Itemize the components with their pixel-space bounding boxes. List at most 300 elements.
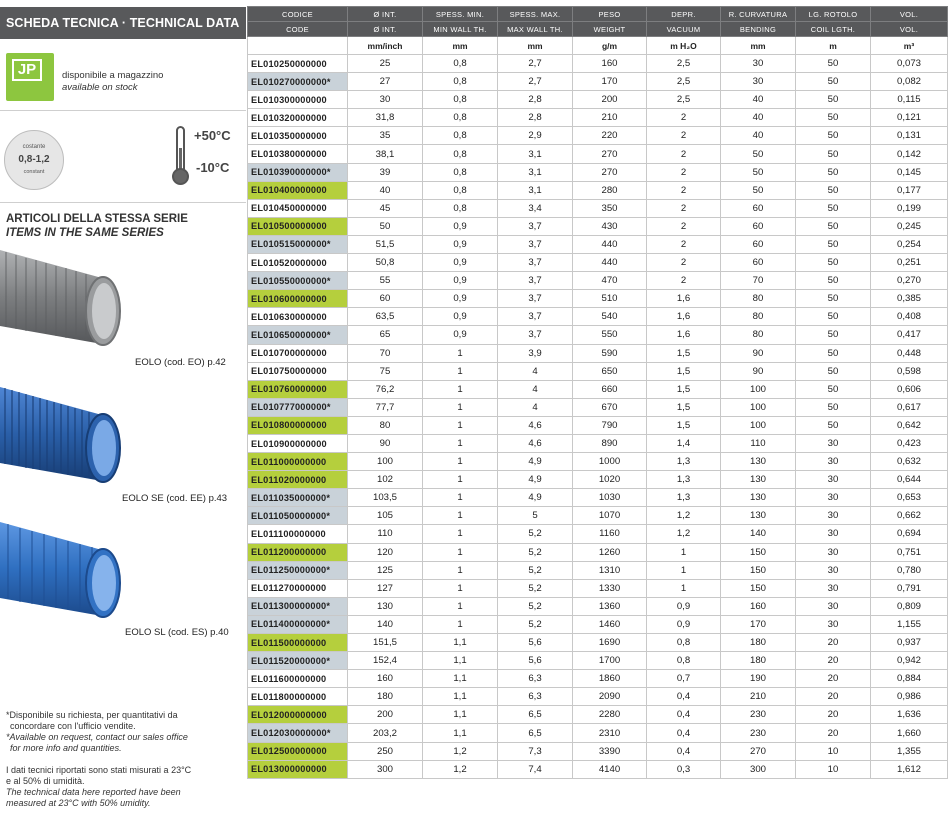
table-cell: 2 (647, 235, 721, 253)
table-cell: 30 (796, 453, 871, 471)
table-cell: 6,5 (498, 706, 573, 724)
table-cell: 0,7 (647, 670, 721, 688)
table-cell: 5,6 (498, 652, 573, 670)
column-unit: mm (423, 37, 498, 55)
table-row (248, 55, 948, 73)
product-code: EL011000000000 (248, 453, 348, 471)
table-row (248, 290, 948, 308)
table-cell: 100 (721, 416, 796, 434)
product-code: EL010777000000* (248, 398, 348, 416)
table-cell: 50 (348, 217, 423, 235)
table-cell: 30 (796, 525, 871, 543)
product-code: EL012000000000 (248, 706, 348, 724)
table-cell: 2,7 (498, 55, 573, 73)
table-cell: 102 (348, 471, 423, 489)
table-cell: 0,942 (871, 652, 948, 670)
column-header: MAX WALL TH. (498, 22, 573, 37)
table-cell: 6,3 (498, 688, 573, 706)
table-cell: 2,9 (498, 127, 573, 145)
table-cell: 5,2 (498, 597, 573, 615)
table-cell: 0,8 (423, 163, 498, 181)
table-cell: 60 (348, 290, 423, 308)
table-cell: 1 (423, 615, 498, 633)
table-cell: 300 (721, 760, 796, 778)
table-cell: 3,1 (498, 145, 573, 163)
column-unit: mm/inch (348, 37, 423, 55)
table-cell: 0,8 (423, 109, 498, 127)
table-cell: 0,644 (871, 471, 948, 489)
table-cell: 1 (423, 579, 498, 597)
table-cell: 80 (721, 308, 796, 326)
product-code: EL010700000000 (248, 344, 348, 362)
thermometer-icon (170, 126, 190, 188)
table-cell: 0,142 (871, 145, 948, 163)
column-header: CODICE (248, 7, 348, 22)
table-row (248, 634, 948, 652)
table-cell: 27 (348, 73, 423, 91)
table-cell: 590 (573, 344, 647, 362)
table-cell: 3,7 (498, 290, 573, 308)
table-cell: 1,5 (647, 416, 721, 434)
table-cell: 4,9 (498, 453, 573, 471)
spec-icons (0, 118, 246, 200)
table-cell: 1000 (573, 453, 647, 471)
table-cell: 540 (573, 308, 647, 326)
note-request-it-2: concordare con l'ufficio vendite. (10, 721, 136, 731)
table-cell: 140 (348, 615, 423, 633)
table-cell: 1,155 (871, 615, 948, 633)
table-cell: 3,4 (498, 199, 573, 217)
table-cell: 160 (573, 55, 647, 73)
table-cell: 1,3 (647, 489, 721, 507)
product-code: EL010630000000 (248, 308, 348, 326)
product-code: EL011250000000* (248, 561, 348, 579)
table-header-it (248, 7, 948, 22)
table-row (248, 579, 948, 597)
table-cell: 0,9 (423, 272, 498, 290)
table-cell: 0,751 (871, 543, 948, 561)
table-cell: 0,3 (647, 760, 721, 778)
table-cell: 1,5 (647, 344, 721, 362)
table-cell: 30 (796, 615, 871, 633)
table-cell: 110 (348, 525, 423, 543)
table-cell: 50 (796, 55, 871, 73)
table-cell: 4 (498, 380, 573, 398)
table-cell: 0,9 (423, 254, 498, 272)
table-cell: 140 (721, 525, 796, 543)
table-cell: 0,177 (871, 181, 948, 199)
product-code: EL010760000000 (248, 380, 348, 398)
table-cell: 510 (573, 290, 647, 308)
table-row (248, 742, 948, 760)
table-row (248, 706, 948, 724)
table-cell: 2,5 (647, 73, 721, 91)
table-cell: 1,6 (647, 290, 721, 308)
table-cell: 2 (647, 109, 721, 127)
product-code: EL011035000000* (248, 489, 348, 507)
table-cell: 0,780 (871, 561, 948, 579)
table-cell: 50 (796, 181, 871, 199)
table-cell: 130 (348, 597, 423, 615)
column-unit: g/m (573, 37, 647, 55)
note-data-it-2: e al 50% di umidità. (6, 776, 85, 786)
table-cell: 152,4 (348, 652, 423, 670)
table-cell: 660 (573, 380, 647, 398)
table-cell: 440 (573, 254, 647, 272)
table-row (248, 471, 948, 489)
product-code: EL010515000000* (248, 235, 348, 253)
column-unit: m (796, 37, 871, 55)
table-cell: 0,9 (423, 235, 498, 253)
table-cell: 2,8 (498, 109, 573, 127)
table-cell: 80 (721, 290, 796, 308)
table-cell: 5,2 (498, 543, 573, 561)
product-code: EL011600000000 (248, 670, 348, 688)
table-cell: 650 (573, 362, 647, 380)
product-code: EL010550000000* (248, 272, 348, 290)
table-cell: 39 (348, 163, 423, 181)
table-cell: 80 (721, 326, 796, 344)
table-cell: 2 (647, 254, 721, 272)
table-cell: 3,7 (498, 235, 573, 253)
table-cell: 1 (423, 416, 498, 434)
divider (0, 202, 246, 203)
table-cell: 0,986 (871, 688, 948, 706)
table-cell: 1070 (573, 507, 647, 525)
product-code: EL010390000000* (248, 163, 348, 181)
table-cell: 55 (348, 272, 423, 290)
table-cell: 5,6 (498, 634, 573, 652)
table-cell: 1 (423, 453, 498, 471)
stock-label-it: disponibile a magazzino (62, 70, 164, 81)
table-row (248, 416, 948, 434)
table-row (248, 181, 948, 199)
product-code: EL010270000000* (248, 73, 348, 91)
table-cell: 1 (423, 489, 498, 507)
table-cell: 50,8 (348, 254, 423, 272)
page-title: SCHEDA TECNICA · TECHNICAL DATA (0, 7, 246, 39)
table-cell: 0,4 (647, 706, 721, 724)
table-cell: 1,2 (423, 742, 498, 760)
table-cell: 270 (573, 145, 647, 163)
table-cell: 151,5 (348, 634, 423, 652)
table-row (248, 254, 948, 272)
table-cell: 1160 (573, 525, 647, 543)
table-cell: 790 (573, 416, 647, 434)
table-cell: 1,6 (647, 326, 721, 344)
table-cell: 0,8 (423, 181, 498, 199)
table-cell: 0,8 (647, 634, 721, 652)
product-code: EL010450000000 (248, 199, 348, 217)
note-data-en-2: measured at 23°C with 50% umidity. (6, 798, 151, 808)
table-cell: 4,6 (498, 416, 573, 434)
table-cell: 2090 (573, 688, 647, 706)
column-header: BENDING (721, 22, 796, 37)
product-code: EL011270000000 (248, 579, 348, 597)
table-cell: 160 (721, 597, 796, 615)
column-header: SPESS. MIN. (423, 7, 498, 22)
table-cell: 75 (348, 362, 423, 380)
table-row (248, 362, 948, 380)
table-cell: 50 (796, 254, 871, 272)
table-cell: 1330 (573, 579, 647, 597)
column-unit: mm (721, 37, 796, 55)
table-row (248, 91, 948, 109)
table-cell: 1 (423, 597, 498, 615)
product-code: EL010750000000 (248, 362, 348, 380)
note-request-en: *Available on request, contact our sales office (6, 732, 188, 742)
table-cell: 430 (573, 217, 647, 235)
table-cell: 0,082 (871, 73, 948, 91)
table-cell: 10 (796, 742, 871, 760)
table-cell: 0,9 (423, 326, 498, 344)
column-unit: m³ (871, 37, 948, 55)
table-cell: 1,1 (423, 706, 498, 724)
table-cell: 50 (796, 326, 871, 344)
product-code: EL010320000000 (248, 109, 348, 127)
table-header-units (248, 37, 948, 55)
table-cell: 90 (721, 362, 796, 380)
product-code: EL010380000000 (248, 145, 348, 163)
table-cell: 50 (796, 290, 871, 308)
table-cell: 1,5 (647, 362, 721, 380)
table-cell: 1 (423, 561, 498, 579)
table-cell: 0,662 (871, 507, 948, 525)
table-cell: 1 (647, 579, 721, 597)
product-code: EL011400000000* (248, 615, 348, 633)
table-row (248, 652, 948, 670)
table-cell: 5,2 (498, 561, 573, 579)
table-cell: 30 (796, 597, 871, 615)
table-cell: 50 (796, 109, 871, 127)
table-cell: 2,8 (498, 91, 573, 109)
product-code: EL012030000000* (248, 724, 348, 742)
table-cell: 150 (721, 561, 796, 579)
table-cell: 31,8 (348, 109, 423, 127)
table-cell: 0,8 (423, 73, 498, 91)
table-cell: 30 (796, 561, 871, 579)
table-cell: 350 (573, 199, 647, 217)
table-cell: 5,2 (498, 579, 573, 597)
table-cell: 0,809 (871, 597, 948, 615)
product-code: EL010520000000 (248, 254, 348, 272)
table-cell: 0,245 (871, 217, 948, 235)
table-cell: 30 (721, 55, 796, 73)
table-cell: 1 (423, 434, 498, 452)
table-cell: 50 (721, 163, 796, 181)
table-cell: 45 (348, 199, 423, 217)
table-cell: 2 (647, 145, 721, 163)
table-cell: 0,653 (871, 489, 948, 507)
table-cell: 1,2 (647, 507, 721, 525)
table-cell: 440 (573, 235, 647, 253)
table-cell: 1 (423, 380, 498, 398)
table-cell: 1860 (573, 670, 647, 688)
table-cell: 1,3 (647, 471, 721, 489)
table-cell: 250 (348, 742, 423, 760)
table-cell: 6,3 (498, 670, 573, 688)
column-header: COIL LGTH. (796, 22, 871, 37)
table-cell: 0,791 (871, 579, 948, 597)
table-row (248, 127, 948, 145)
product-code: EL011100000000 (248, 525, 348, 543)
note-data-it: I dati tecnici riportati sono stati misurati a 23°C (6, 765, 192, 775)
table-cell: 50 (796, 235, 871, 253)
table-cell: 1,612 (871, 760, 948, 778)
table-row (248, 199, 948, 217)
table-cell: 35 (348, 127, 423, 145)
table-cell: 1 (647, 561, 721, 579)
product-code: EL011050000000* (248, 507, 348, 525)
table-cell: 1,1 (423, 634, 498, 652)
table-cell: 1,660 (871, 724, 948, 742)
table-cell: 3,9 (498, 344, 573, 362)
table-cell: 550 (573, 326, 647, 344)
table-cell: 3,1 (498, 181, 573, 199)
table-cell: 1,1 (423, 688, 498, 706)
table-cell: 3,7 (498, 217, 573, 235)
table-cell: 76,2 (348, 380, 423, 398)
table-row (248, 73, 948, 91)
product-code: EL010600000000 (248, 290, 348, 308)
table-cell: 2,5 (647, 55, 721, 73)
table-cell: 160 (348, 670, 423, 688)
table-cell: 2310 (573, 724, 647, 742)
table-cell: 150 (721, 579, 796, 597)
table-cell: 1,5 (647, 398, 721, 416)
table-row (248, 217, 948, 235)
table-cell: 120 (348, 543, 423, 561)
table-cell: 1360 (573, 597, 647, 615)
table-cell: 0,073 (871, 55, 948, 73)
table-cell: 6,5 (498, 724, 573, 742)
table-cell: 60 (721, 199, 796, 217)
table-cell: 100 (721, 398, 796, 416)
table-cell: 7,3 (498, 742, 573, 760)
table-cell: 2,5 (647, 91, 721, 109)
table-cell: 0,408 (871, 308, 948, 326)
table-cell: 0,884 (871, 670, 948, 688)
table-row (248, 380, 948, 398)
column-header: WEIGHT (573, 22, 647, 37)
table-cell: 280 (573, 181, 647, 199)
product-code: EL011020000000 (248, 471, 348, 489)
table-cell: 0,254 (871, 235, 948, 253)
column-header: VOL. (871, 7, 948, 22)
table-cell: 180 (721, 634, 796, 652)
table-cell: 50 (796, 217, 871, 235)
table-cell: 90 (721, 344, 796, 362)
table-cell: 0,4 (647, 724, 721, 742)
table-cell: 270 (573, 163, 647, 181)
table-cell: 50 (796, 344, 871, 362)
table-row (248, 272, 948, 290)
table-cell: 1 (423, 525, 498, 543)
column-header: PESO (573, 7, 647, 22)
table-cell: 0,642 (871, 416, 948, 434)
table-row (248, 525, 948, 543)
table-cell: 2 (647, 217, 721, 235)
table-cell: 3,7 (498, 308, 573, 326)
table-cell: 180 (348, 688, 423, 706)
table-cell: 1,2 (647, 525, 721, 543)
table-cell: 0,4 (647, 742, 721, 760)
table-cell: 51,5 (348, 235, 423, 253)
table-cell: 50 (796, 398, 871, 416)
column-header: LG. ROTOLO (796, 7, 871, 22)
table-cell: 1030 (573, 489, 647, 507)
table-row (248, 398, 948, 416)
table-cell: 50 (721, 181, 796, 199)
table-row (248, 434, 948, 452)
table-cell: 60 (721, 217, 796, 235)
table-row (248, 453, 948, 471)
table-cell: 100 (721, 380, 796, 398)
footnotes (6, 710, 242, 809)
table-cell: 150 (721, 543, 796, 561)
left-panel (0, 0, 246, 821)
table-cell: 50 (796, 163, 871, 181)
table-cell: 0,423 (871, 434, 948, 452)
table-cell: 40 (721, 109, 796, 127)
column-header: Ø INT. (348, 22, 423, 37)
table-cell: 30 (796, 489, 871, 507)
table-cell: 1 (423, 362, 498, 380)
table-cell: 1 (423, 507, 498, 525)
table-cell: 125 (348, 561, 423, 579)
note-request-it: *Disponibile su richiesta, per quantitativi da (6, 710, 178, 720)
wall-thickness-icon: costante 0,8-1,2 constant (4, 130, 64, 190)
table-cell: 5 (498, 507, 573, 525)
table-cell: 50 (796, 272, 871, 290)
table-cell: 1020 (573, 471, 647, 489)
table-cell: 1690 (573, 634, 647, 652)
table-cell: 1,3 (647, 453, 721, 471)
table-cell: 110 (721, 434, 796, 452)
table-cell: 30 (796, 434, 871, 452)
table-cell: 2 (647, 181, 721, 199)
table-cell: 5,2 (498, 615, 573, 633)
table-cell: 70 (721, 272, 796, 290)
table-cell: 1700 (573, 652, 647, 670)
table-row (248, 561, 948, 579)
table-cell: 63,5 (348, 308, 423, 326)
table-cell: 2280 (573, 706, 647, 724)
table-cell: 230 (721, 706, 796, 724)
table-cell: 2 (647, 127, 721, 145)
temp-min: -10°C (196, 160, 230, 175)
table-cell: 5,2 (498, 525, 573, 543)
table-cell: 60 (721, 254, 796, 272)
table-row (248, 760, 948, 778)
table-cell: 0,8 (423, 145, 498, 163)
hose-eolo-se-image (0, 383, 125, 495)
table-cell: 0,9 (423, 308, 498, 326)
table-row (248, 507, 948, 525)
table-cell: 50 (796, 145, 871, 163)
table-cell: 50 (796, 416, 871, 434)
table-cell: 0,937 (871, 634, 948, 652)
table-cell: 20 (796, 688, 871, 706)
table-cell: 50 (796, 362, 871, 380)
column-header: Ø INT. (348, 7, 423, 22)
table-cell: 20 (796, 652, 871, 670)
table-cell: 127 (348, 579, 423, 597)
table-cell: 30 (721, 73, 796, 91)
column-header: SPESS. MAX. (498, 7, 573, 22)
table-cell: 3,7 (498, 254, 573, 272)
table-cell: 30 (796, 507, 871, 525)
